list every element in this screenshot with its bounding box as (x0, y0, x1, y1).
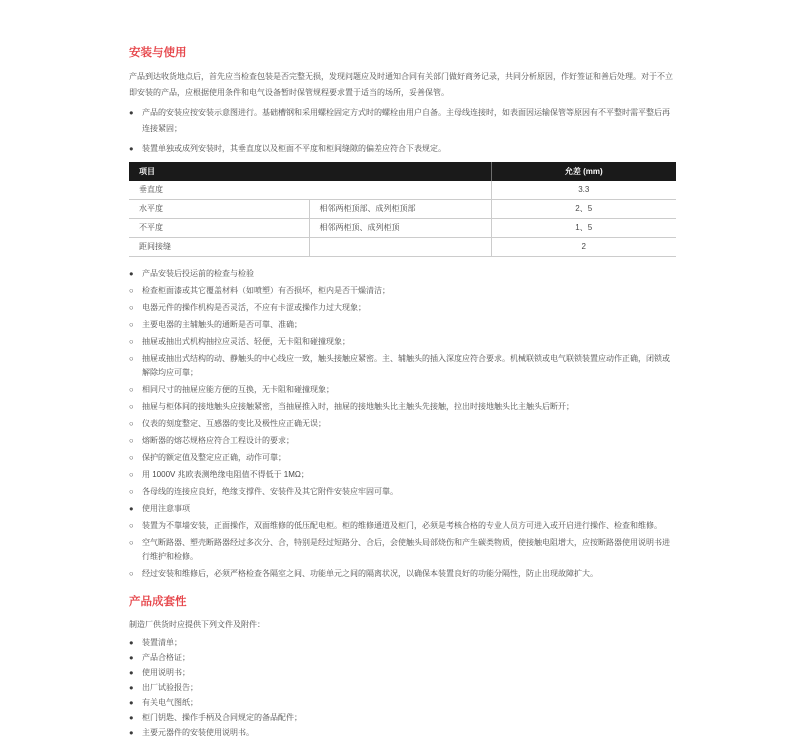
bullet-icon: ○ (129, 401, 134, 411)
check-item-text: 经过安装和维修后，必须严格检查各隔室之间、功能单元之间的隔离状况，以确保本装置良好的功能分隔性，防止出现故障扩大。 (142, 568, 598, 578)
check-item-text: 用 1000V 兆欧表测绝缘电阻值不得低于 1MΩ； (142, 469, 309, 479)
check-list-item (129, 318, 676, 332)
check-item-text: 检查柜面漆或其它覆盖材料（如喷塑）有否损坏，柜内是否干燥清洁； (142, 285, 390, 295)
deliverable-item-text: 装置清单； (142, 637, 182, 647)
check-item-text: 相同尺寸的抽屉应能方便的互换，无卡阻和碰撞现象； (142, 384, 334, 394)
table-row (129, 218, 676, 237)
table-cell-tolerance-value: 2 (491, 237, 676, 256)
table-header-tolerance: 允差 (mm) (491, 162, 676, 181)
bullet-list-item (129, 105, 676, 136)
check-list-item (129, 485, 676, 499)
deliverable-item-text: 使用说明书； (142, 667, 190, 677)
bullet-icon: ○ (129, 384, 134, 394)
deliverable-item-text: 有关电气图纸； (142, 697, 198, 707)
bullet-icon: ● (129, 652, 134, 662)
table-row (129, 181, 676, 200)
check-list-item (129, 417, 676, 431)
bullet-icon: ○ (129, 319, 134, 329)
deliverable-list-item (129, 711, 676, 724)
check-item-text: 各母线的连接应良好，绝缘支撑件、安装件及其它附件安装应牢固可靠。 (142, 486, 398, 496)
section-title-completeness: 产品成套性 (129, 595, 187, 608)
check-item-text: 仪表的刻度整定、互感器的变比及极性应正确无误； (142, 418, 326, 428)
table-row (129, 199, 676, 218)
check-list-item (129, 434, 676, 448)
table-header-item: 项目 (129, 162, 491, 181)
check-item-text: 抽屉与柜体间的接地触头应接触紧密，当抽屉推入时，抽屉的接地触头比主触头先接触，拉出时接地触头比主触头后断开； (142, 401, 574, 411)
table-cell-tolerance-value: 1、5 (491, 218, 676, 237)
deliverable-item-text: 柜门钥匙、操作手柄及合同规定的备品配件； (142, 712, 302, 722)
check-item-text: 抽屉或抽出式机构抽拉应灵活、轻便，无卡阻和碰撞现象； (142, 336, 350, 346)
check-item-text: 熔断器的熔芯规格应符合工程设计的要求； (142, 435, 294, 445)
check-list-item (129, 383, 676, 397)
table-cell-item-name: 不平度 (129, 218, 309, 237)
top-bullet-list (129, 105, 676, 157)
check-list-item (129, 301, 676, 315)
deliverable-item-text: 出厂试验报告； (142, 682, 198, 692)
table-cell-item-detail (309, 237, 491, 256)
table-cell-tolerance-value: 2、5 (491, 199, 676, 218)
bullet-list-item (129, 141, 676, 157)
bullet-icon: ○ (129, 520, 134, 530)
bullet-icon: ● (129, 667, 134, 677)
bullet-icon: ○ (129, 418, 134, 428)
bullet-icon: ○ (129, 353, 134, 363)
bullet-icon: ● (129, 727, 134, 737)
check-list-item (129, 267, 676, 281)
check-list-item (129, 468, 676, 482)
section-product-completeness (129, 595, 676, 739)
table-cell-item-detail: 相邻两柜顶部、成列柜顶部 (309, 199, 491, 218)
section-title-installation: 安装与使用 (129, 47, 187, 59)
check-list-item (129, 400, 676, 414)
deliverable-list-item (129, 681, 676, 694)
deliverable-list-item (129, 696, 676, 709)
deliverable-list-item (129, 636, 676, 649)
bullet-icon: ● (129, 144, 134, 153)
deliverable-item-text: 主要元器件的安装使用说明书。 (142, 727, 254, 737)
deliverable-item-text: 产品合格证； (142, 652, 190, 662)
bullet-icon: ○ (129, 568, 134, 578)
tolerance-table-head (129, 162, 676, 181)
bullet-icon: ○ (129, 435, 134, 445)
bullet-icon: ● (129, 503, 134, 513)
check-item-text: 主要电器的主辅触头的通断是否可靠、准确； (142, 319, 302, 329)
bullet-icon: ○ (129, 285, 134, 295)
bullet-icon: ● (129, 682, 134, 692)
check-list-item (129, 284, 676, 298)
bullet-icon: ○ (129, 537, 134, 547)
deliverable-list-item (129, 651, 676, 664)
tolerance-table (129, 162, 676, 257)
table-cell-item-name: 水平度 (129, 199, 309, 218)
table-cell-tolerance-value: 3.3 (491, 181, 676, 200)
deliverables-list (129, 636, 676, 739)
bullet-icon: ○ (129, 452, 134, 462)
table-header-row (129, 162, 676, 181)
bullet-item-text: 装置单独或成列安装时，其垂直度以及柜面不平度和柜间缝隙的偏差应符合下表规定。 (142, 144, 446, 153)
tolerance-table-body (129, 181, 676, 257)
bullet-icon: ● (129, 108, 134, 117)
bullet-icon: ○ (129, 302, 134, 312)
table-cell-item-name: 距间接缝 (129, 237, 309, 256)
check-list-item (129, 335, 676, 349)
check-list-item (129, 352, 676, 380)
check-item-text: 抽屉或抽出式结构的动、静触头的中心线应一致，触头接触应紧密。主、辅触头的插入深度应符合要求。机械联锁或电气联锁装置应动作正确，闭锁或解除均应可靠； (142, 353, 670, 377)
check-list-item (129, 567, 676, 581)
check-list-item (129, 536, 676, 564)
bullet-icon: ● (129, 697, 134, 707)
intro-paragraph: 产品到达收货地点后，首先应当检查包装是否完整无损，发现问题应及时通知合同有关部门做好商务记录，共同分析原因，作好签证和善后处理。对于不立即安装的产品，应根据使用条件和电气设备暂时保管规程要求置于适当的场所，妥善保管。 (129, 72, 673, 97)
check-list-item (129, 502, 676, 516)
check-item-text: 电器元件的操作机构是否灵活，不应有卡涩或操作力过大现象； (142, 302, 366, 312)
bullet-icon: ● (129, 712, 134, 722)
deliverable-list-item (129, 726, 676, 739)
bullet-icon: ○ (129, 336, 134, 346)
bullet-icon: ○ (129, 469, 134, 479)
check-item-text: 产品安装后投运前的检查与检验 (142, 268, 254, 278)
table-cell-item-detail: 相邻两柜顶、成列柜顶 (309, 218, 491, 237)
check-item-text: 空气断路器、塑壳断路器经过多次分、合，特别是经过短路分、合后，会使触头局部烧伤和产生碳类物质，使接触电阻增大，应按断路器使用说明书进行维护和检修。 (142, 537, 670, 561)
check-list-item (129, 519, 676, 533)
bullet-icon: ● (129, 637, 134, 647)
deliverable-list-item (129, 666, 676, 679)
bullet-icon: ● (129, 268, 134, 278)
table-row (129, 237, 676, 256)
completeness-intro: 制造厂供货时应提供下列文件及附件： (129, 619, 265, 629)
table-cell-item-name: 垂直度 (129, 181, 309, 200)
check-list-item (129, 451, 676, 465)
section-installation-and-usage (129, 46, 676, 581)
inspection-check-list (129, 267, 676, 581)
check-item-text: 保护的额定值及整定应正确，动作可靠； (142, 452, 286, 462)
check-item-text: 使用注意事项 (142, 503, 190, 513)
bullet-item-text: 产品的安装应按安装示意图进行。基础槽钢和采用螺栓固定方式时的螺栓由用户自备。主母线连接时，如表面因运输保管等原因有不平整时需平整后再连接紧固； (142, 108, 670, 133)
bullet-icon: ○ (129, 486, 134, 496)
table-cell-item-detail (309, 181, 491, 200)
check-item-text: 装置为不靠墙安装，正面操作，双面维修的低压配电柜。柜的维修通道及柜门，必须是考核合格的专业人员方可进入或开启进行操作、检查和维修。 (142, 520, 662, 530)
